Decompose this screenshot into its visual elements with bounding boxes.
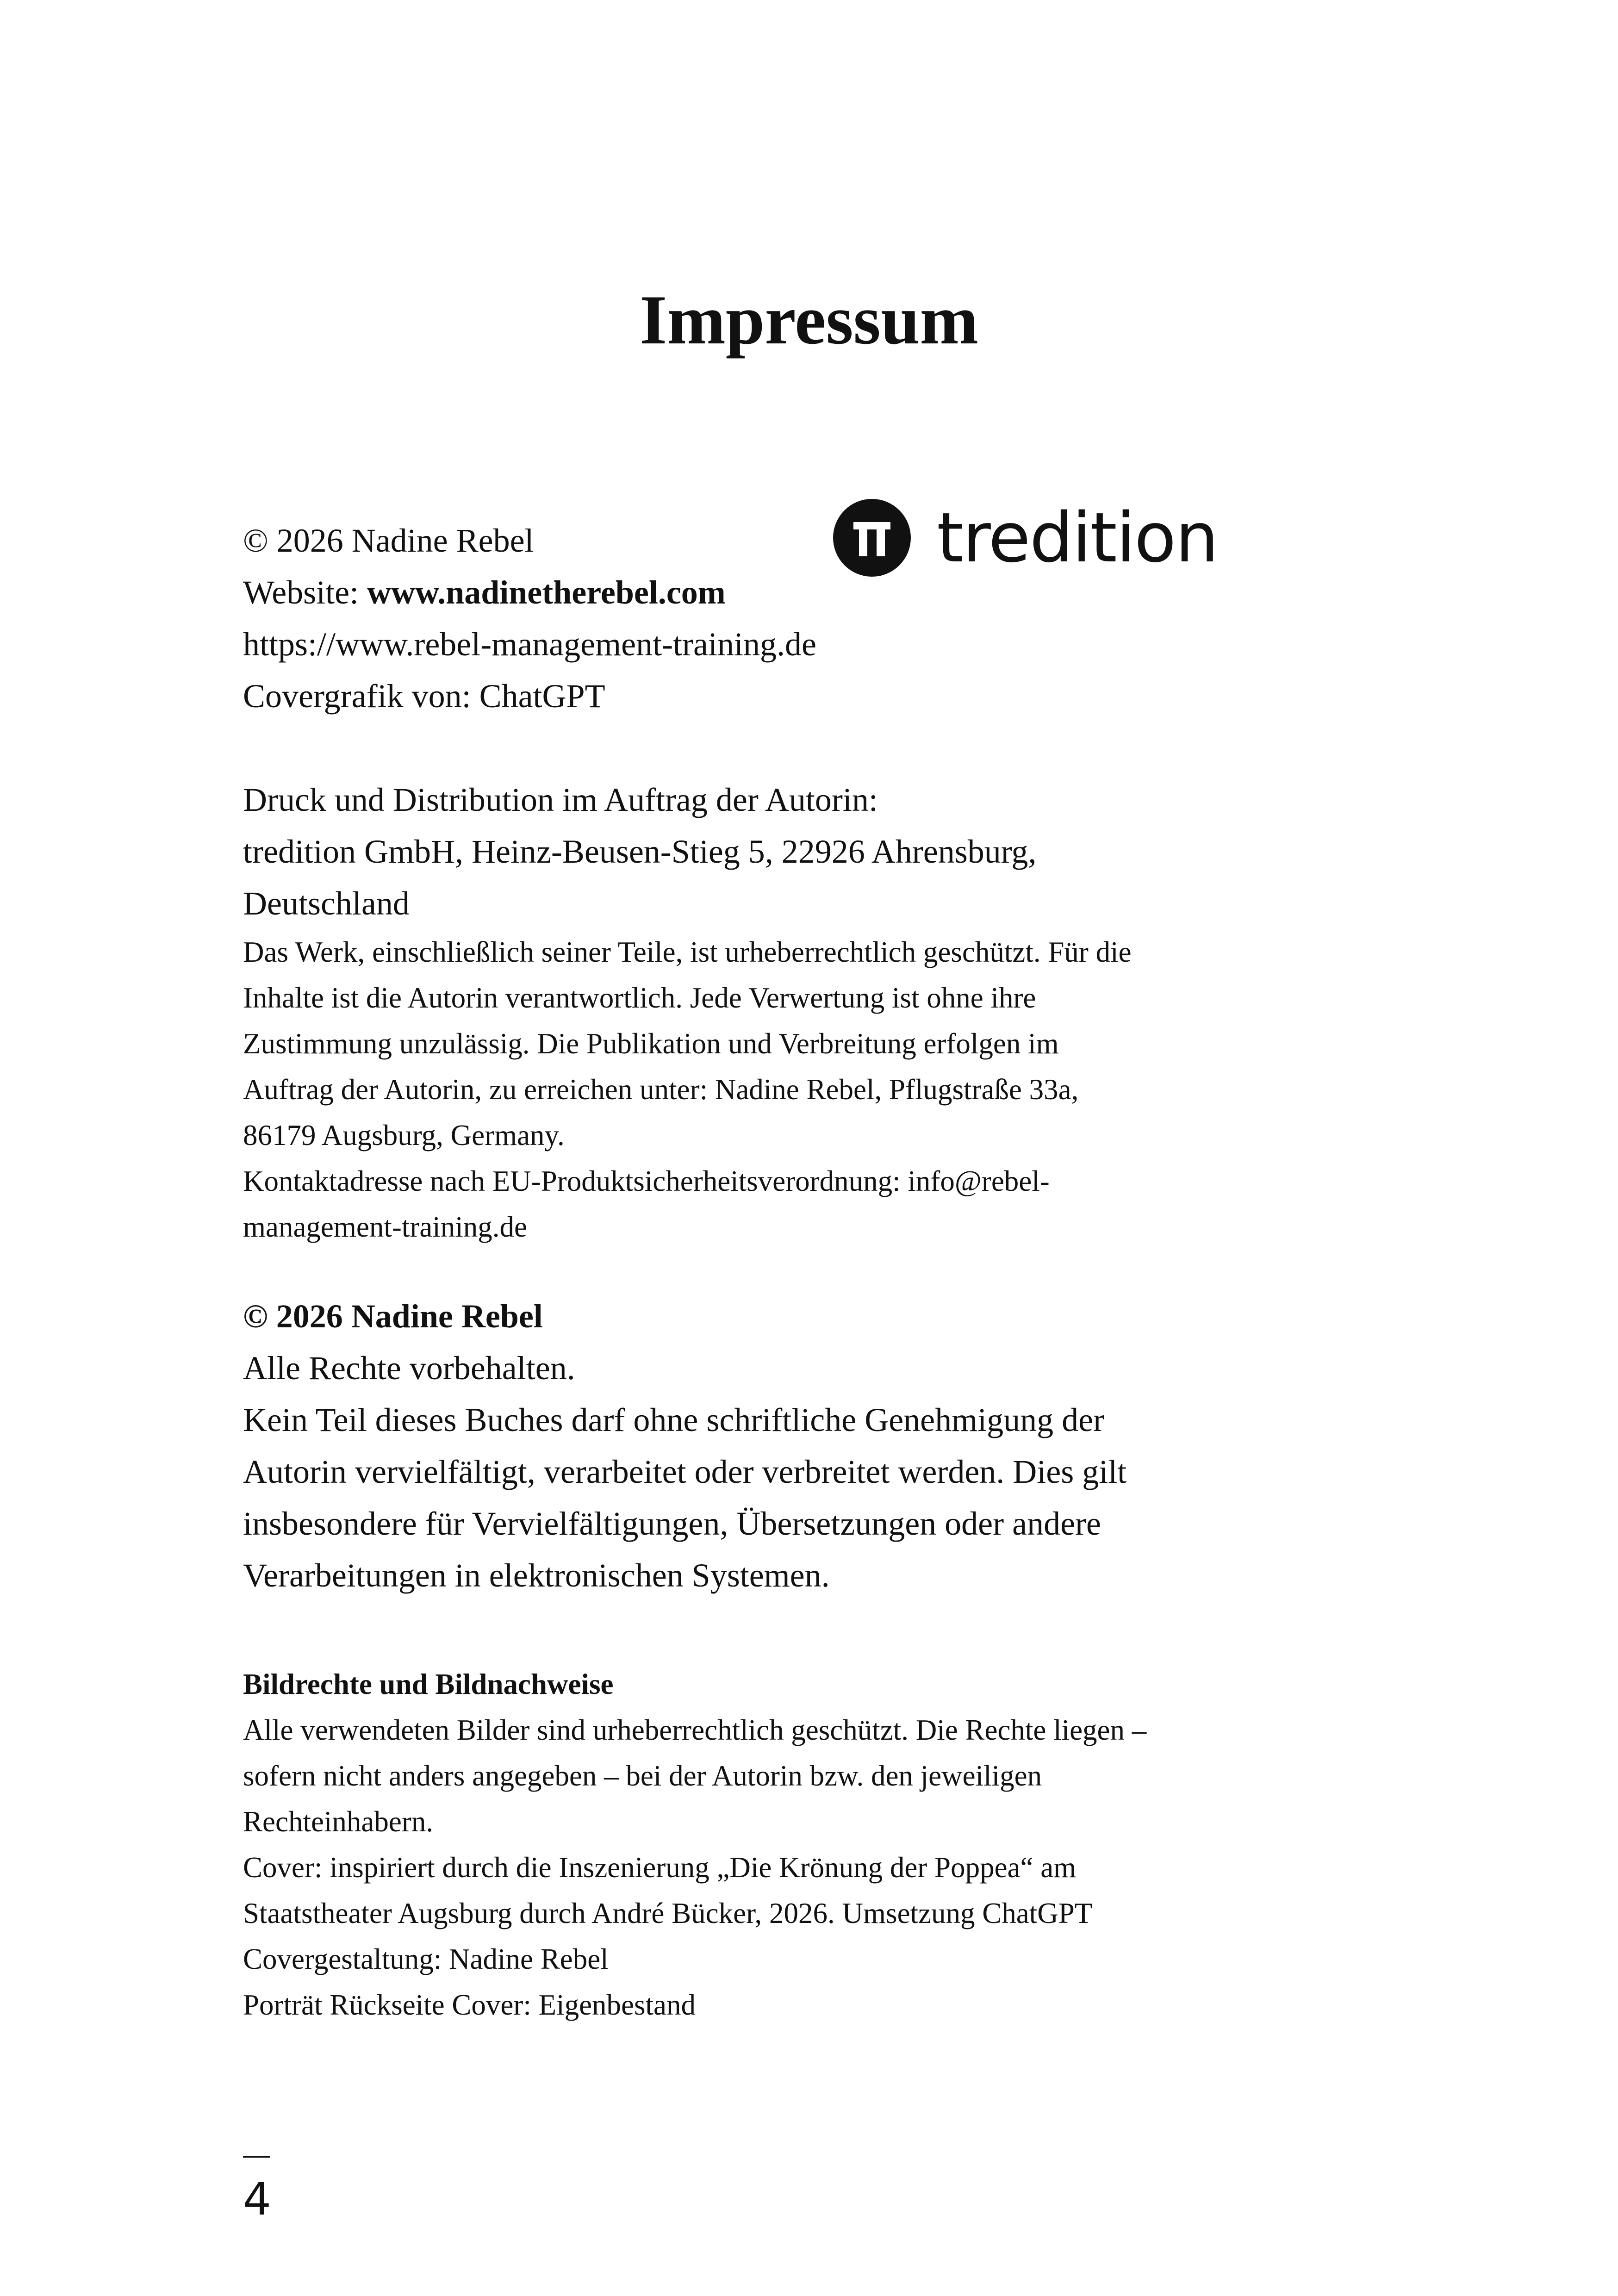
legal-line: management-training.de xyxy=(243,1211,528,1243)
image-rights-line: Rechteinhabern. xyxy=(243,1805,434,1838)
rights-line: Kein Teil dieses Buches darf ohne schriftliche Genehmigung der xyxy=(243,1401,1105,1438)
page-number: 4 xyxy=(243,2173,272,2225)
image-rights-line: Covergestaltung: Nadine Rebel xyxy=(243,1943,609,1975)
image-rights-line: Porträt Rückseite Cover: Eigenbestand xyxy=(243,1989,696,2021)
legal-line: Inhalte ist die Autorin verantwortlich. Jede Verwertung ist ohne ihre xyxy=(243,982,1036,1014)
logo-wordmark: tredition xyxy=(937,498,1218,578)
legal-line: 86179 Augsburg, Germany. xyxy=(243,1119,565,1151)
image-rights-line: Staatstheater Augsburg durch André Bücker, 2026. Umsetzung ChatGPT xyxy=(243,1897,1093,1929)
rights-block xyxy=(243,1290,1354,1601)
cover-credit: Covergrafik von: ChatGPT xyxy=(243,678,605,715)
rights-line: insbesondere für Vervielfältigungen, Übersetzungen oder andere xyxy=(243,1505,1101,1542)
image-rights-heading: Bildrechte und Bildnachweise xyxy=(243,1668,614,1700)
website-line xyxy=(243,566,1354,618)
image-rights-block xyxy=(243,1661,1354,2028)
website-label: Website: xyxy=(243,574,367,611)
print-line: Druck und Distribution im Auftrag der Autorin: xyxy=(243,781,878,818)
image-rights-line: Alle verwendeten Bilder sind urheberrechtlich geschützt. Die Rechte liegen – xyxy=(243,1714,1147,1746)
rights-line: Autorin vervielfältigt, verarbeitet oder verbreitet werden. Dies gilt xyxy=(243,1453,1127,1490)
image-rights-line: Cover: inspiriert durch die Inszenierung „Die Krönung der Poppea“ am xyxy=(243,1851,1077,1884)
rights-heading: © 2026 Nadine Rebel xyxy=(243,1298,543,1335)
rights-line: Alle Rechte vorbehalten. xyxy=(243,1350,575,1387)
legal-line: Das Werk, einschließlich seiner Teile, ist urheberrechtlich geschützt. Für die xyxy=(243,936,1132,968)
print-block xyxy=(243,774,1354,1250)
print-line: tredition GmbH, Heinz-Beusen-Stieg 5, 22926 Ahrensburg, xyxy=(243,833,1037,870)
page-number-rule xyxy=(243,2156,270,2158)
legal-line: Kontaktadresse nach EU-Produktsicherheitsverordnung: info@rebel- xyxy=(243,1165,1050,1197)
copyright-line: © 2026 Nadine Rebel xyxy=(243,522,534,559)
rights-line: Verarbeitungen in elektronischen Systemen. xyxy=(243,1557,830,1594)
legal-line: Auftrag der Autorin, zu erreichen unter: Nadine Rebel, Pflugstraße 33a, xyxy=(243,1073,1079,1106)
print-line: Deutschland xyxy=(243,885,410,922)
legal-line: Zustimmung unzulässig. Die Publikation und Verbreitung erfolgen im xyxy=(243,1027,1059,1060)
website-link[interactable]: www.nadinetherebel.com xyxy=(367,574,726,611)
page-title: Impressum xyxy=(640,281,978,359)
image-rights-line: sofern nicht anders angegeben – bei der Autorin bzw. den jeweiligen xyxy=(243,1760,1042,1792)
credits-block xyxy=(243,515,1354,722)
url-link[interactable]: https://www.rebel-management-training.de xyxy=(243,626,816,663)
